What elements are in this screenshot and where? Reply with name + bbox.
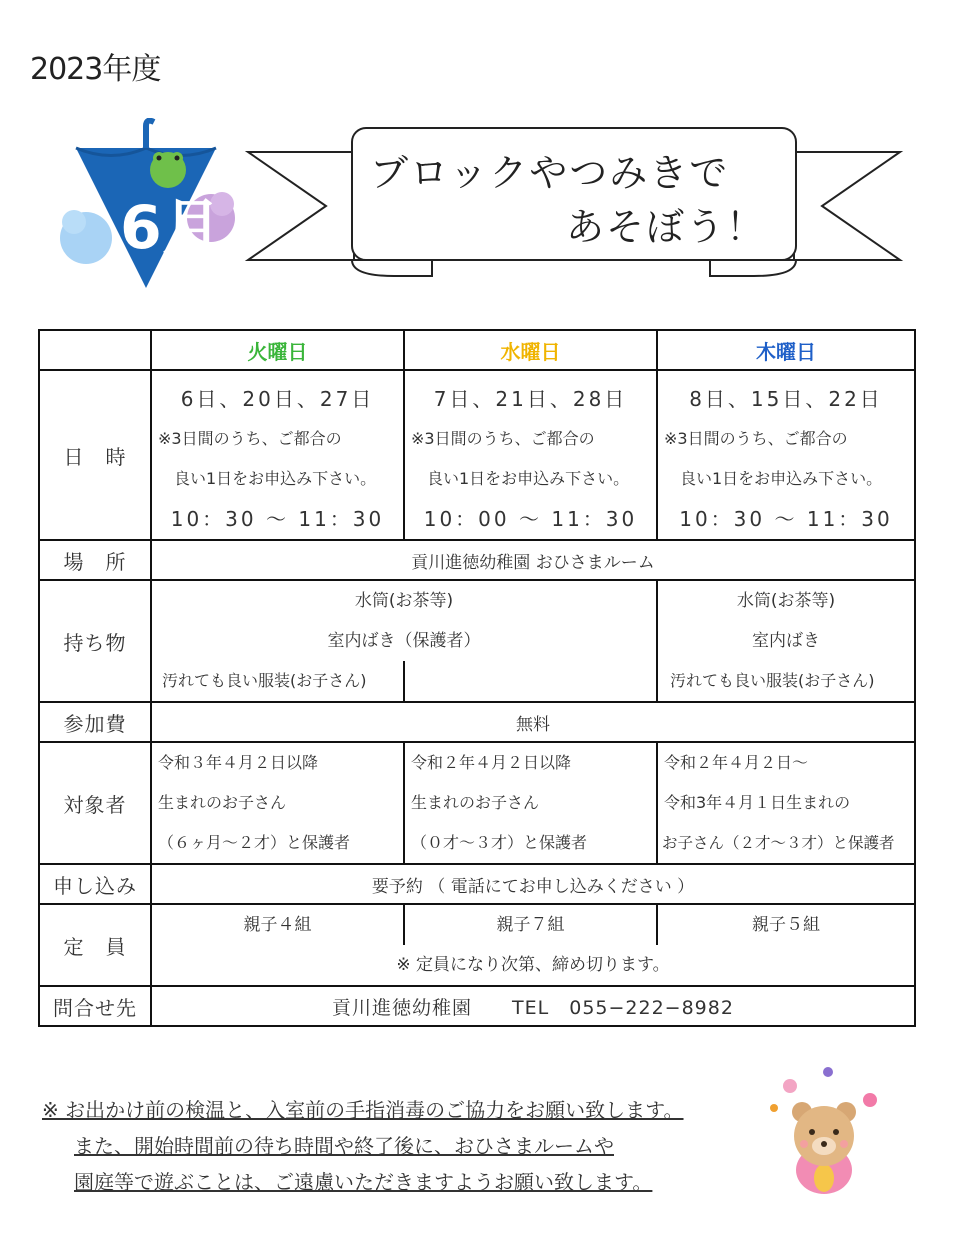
date-note: ※3日間のうち、ご都合の [664,429,848,448]
target-line: （０才～３才）と保護者 [411,833,588,852]
title-line-1: ブロックやつみきで [370,151,730,195]
apply-value: 要予約 （ 電話にてお申し込みください ） [151,864,915,904]
day-tuesday: 火曜日 [151,330,404,370]
date-note: ※3日間のうち、ご都合の [411,429,595,448]
row-label-datetime: 日 時 [39,370,151,540]
dates: 6日、20日、27日 [180,387,375,411]
target-line: 令和２年４月２日以降 [411,753,572,772]
schedule-table [38,329,916,1027]
date-note: 良い1日をお申込み下さい。 [680,469,883,488]
target-line: （６ヶ月～２才）と保護者 [158,833,351,852]
time: 10：00 ～ 11：30 [423,507,638,531]
table-row [39,702,915,742]
items-line: 水筒(お茶等) [354,591,454,611]
time: 10：30 ～ 11：30 [170,507,385,531]
target-line: 生まれのお子さん [411,793,540,812]
june-umbrella-icon [56,118,236,298]
capacity-tuesday: 親子４組 [151,904,404,945]
table-row [39,580,915,702]
row-label-capacity: 定 員 [39,904,151,986]
capacity-wednesday: 親子７組 [404,904,657,945]
target-cell [151,742,404,864]
dates: 7日、21日、28日 [433,387,628,411]
items-line: 室内ばき（保護者） [327,631,481,651]
items-line: 水筒(お茶等) [736,591,836,611]
table-row [39,540,915,580]
row-label-place: 場 所 [39,540,151,580]
notice [42,1092,684,1200]
table-row [39,330,915,370]
table-row [39,864,915,904]
table-row [39,742,915,864]
datetime-cell [404,370,657,540]
target-cell [404,742,657,864]
notice-line: ※ お出かけ前の検温と、入室前の手指消毒のご協力をお願い致します。 [42,1098,684,1122]
notice-line: また、開始時間前の待ち時間や終了後に、おひさまルームや [74,1134,614,1158]
notice-line: 園庭等で遊ぶことは、ご遠慮いただきますようお願い致します。 [74,1170,653,1194]
row-label-fee: 参加費 [39,702,151,742]
datetime-cell [151,370,404,540]
date-note: ※3日間のうち、ご都合の [158,429,342,448]
target-line: 令和２年４月２日～ [664,753,809,772]
day-thursday: 木曜日 [657,330,915,370]
table-row [39,986,915,1026]
year-label: 2023年度 [30,52,161,87]
date-note: 良い1日をお申込み下さい。 [174,469,377,488]
datetime-cell [657,370,915,540]
capacity-thursday: 親子５組 [657,904,915,945]
date-note: 良い1日をお申込み下さい。 [427,469,630,488]
place-value: 貢川進徳幼稚園 おひさまルーム [151,540,915,580]
items-right-cell [657,580,915,702]
target-line: 令和3年４月１日生まれの [664,793,851,812]
items-line: 汚れても良い服装(お子さん) [670,671,875,690]
header-blank [39,330,151,370]
target-cell [657,742,915,864]
title-line-2: あそぼう！ [566,205,767,249]
row-label-target: 対象者 [39,742,151,864]
row-label-items: 持ち物 [39,580,151,702]
row-label-apply: 申し込み [39,864,151,904]
items-line: 室内ばき [752,631,820,651]
capacity-note: ※ 定員になり次第、締め切ります。 [151,945,915,986]
month-text: 6月 [120,193,222,263]
target-line: 生まれのお子さん [158,793,287,812]
table-row [39,904,915,945]
items-left-cell [151,580,657,702]
target-line: 令和３年４月２日以降 [158,753,319,772]
table-row [39,370,915,540]
time: 10：30 ～ 11：30 [679,507,893,531]
fee-value: 無料 [151,702,915,742]
target-line: お子さん（２才～３才）と保護者 [662,834,895,852]
day-wednesday: 水曜日 [404,330,657,370]
contact-value: 貢川進徳幼稚園 TEL 055−222−8982 [151,986,915,1026]
items-line: 汚れても良い服装(お子さん) [152,661,405,701]
row-label-contact: 問合せ先 [39,986,151,1026]
table-row [39,945,915,986]
bear-illustration-icon [762,1060,892,1200]
dates: 8日、15日、22日 [689,387,883,411]
